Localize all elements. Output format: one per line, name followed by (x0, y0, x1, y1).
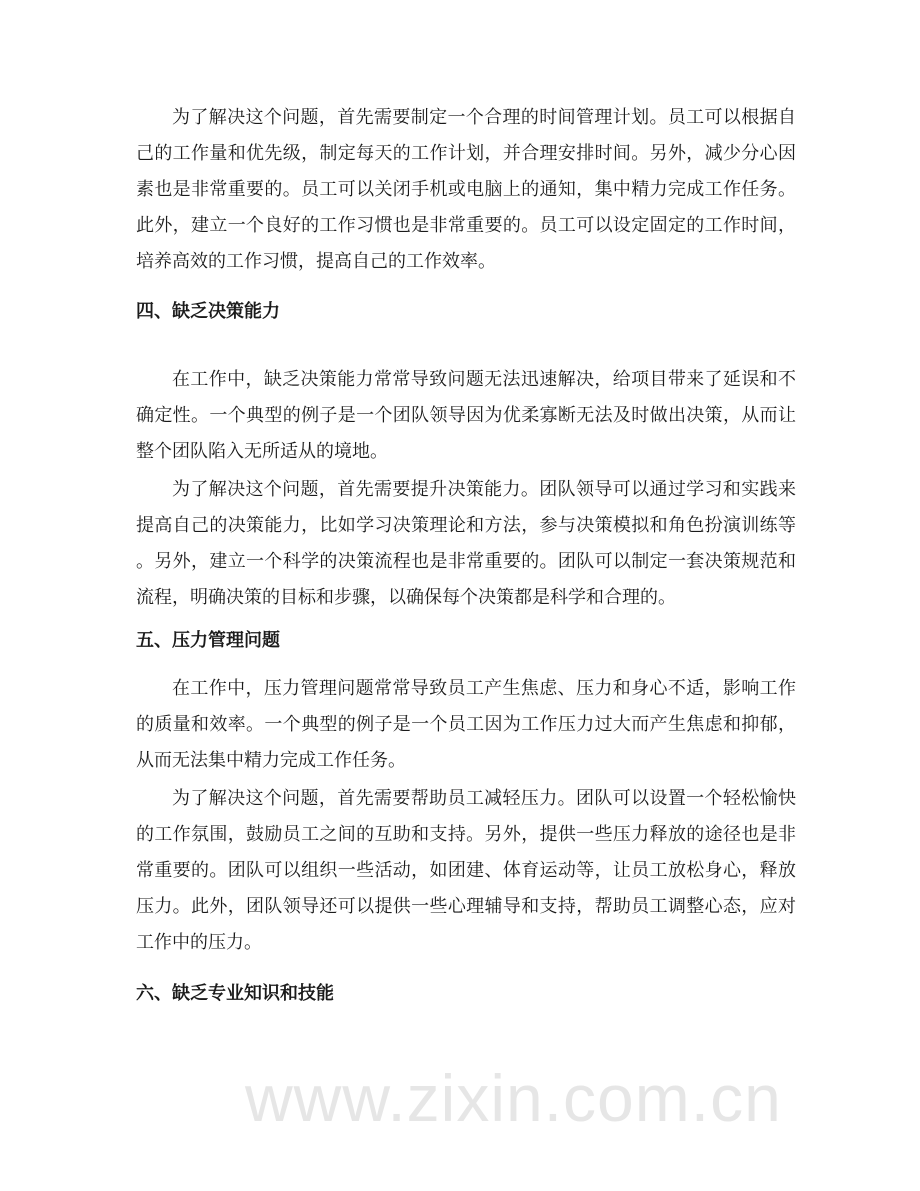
paragraph-line: 培养高效的工作习惯，提高自己的工作效率。 (136, 251, 496, 272)
paragraph-line: 此外，建立一个良好的工作习惯也是非常重要的。员工可以设定固定的工作时间， (136, 215, 796, 236)
section-heading-4: 四、缺乏决策能力 (136, 301, 280, 322)
paragraph-line: 为了解决这个问题，首先需要制定一个合理的时间管理计划。员工可以根据自 (172, 107, 796, 128)
paragraph-line: 在工作中，压力管理问题常常导致员工产生焦虑、压力和身心不适，影响工作 (172, 678, 796, 699)
section-heading-5: 五、压力管理问题 (136, 630, 280, 651)
paragraph-line: 己的工作量和优先级，制定每天的工作计划，并合理安排时间。另外，减少分心因 (136, 143, 796, 164)
paragraph-line: 工作中的压力。 (136, 932, 262, 953)
paragraph-line: 流程，明确决策的目标和步骤，以确保每个决策都是科学和合理的。 (136, 587, 676, 608)
paragraph-line: 为了解决这个问题，首先需要帮助员工减轻压力。团队可以设置一个轻松愉快 (172, 788, 796, 809)
paragraph-line: 在工作中，缺乏决策能力常常导致问题无法迅速解决，给项目带来了延误和不 (172, 369, 796, 390)
watermark: www.zixin.com.cn (245, 1061, 782, 1135)
paragraph-line: 从而无法集中精力完成工作任务。 (136, 750, 406, 771)
paragraph-line: 常重要的。团队可以组织一些活动，如团建、体育运动等，让员工放松身心，释放 (136, 860, 796, 881)
paragraph-line: 提高自己的决策能力，比如学习决策理论和方法，参与决策模拟和角色扮演训练等 (136, 515, 796, 536)
paragraph-line: 整个团队陷入无所适从的境地。 (136, 441, 388, 462)
section-heading-6: 六、缺乏专业知识和技能 (136, 983, 334, 1004)
paragraph-line: 。另外，建立一个科学的决策流程也是非常重要的。团队可以制定一套决策规范和 (136, 551, 796, 572)
paragraph-line: 素也是非常重要的。员工可以关闭手机或电脑上的通知，集中精力完成工作任务。 (136, 179, 796, 200)
paragraph-line: 的工作氛围，鼓励员工之间的互助和支持。另外，提供一些压力释放的途径也是非 (136, 824, 796, 845)
paragraph-line: 确定性。一个典型的例子是一个团队领导因为优柔寡断无法及时做出决策，从而让 (136, 405, 796, 426)
paragraph-line: 的质量和效率。一个典型的例子是一个员工因为工作压力过大而产生焦虑和抑郁， (136, 714, 796, 735)
paragraph-line: 为了解决这个问题，首先需要提升决策能力。团队领导可以通过学习和实践来 (172, 479, 796, 500)
paragraph-line: 压力。此外，团队领导还可以提供一些心理辅导和支持，帮助员工调整心态，应对 (136, 896, 796, 917)
